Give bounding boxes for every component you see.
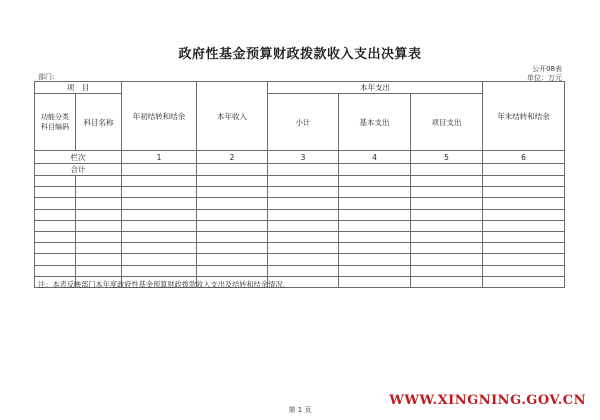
table-row xyxy=(35,209,565,220)
table-row xyxy=(35,254,565,265)
unit-label: 单位：万元 xyxy=(527,74,562,82)
func-code-header xyxy=(35,94,76,151)
footnote: 注：本表反映部门本年度政府性基金预算财政拨款收入支出及结转和结余情况。 xyxy=(38,280,290,289)
form-number: 公开08表 xyxy=(532,65,562,73)
project-expense-header: 项目支出 xyxy=(411,94,483,151)
header-row-top xyxy=(35,82,565,94)
page-number: 第 1 页 xyxy=(288,406,312,414)
func-code-line1: 功能分类 xyxy=(41,113,69,121)
subtotal-header: 小计 xyxy=(268,94,339,151)
annual-expense-header: 本年支出 xyxy=(268,82,483,94)
table-row xyxy=(35,265,565,276)
table-row xyxy=(35,243,565,254)
col-number-1: 1 xyxy=(122,151,197,164)
col-number-4: 4 xyxy=(339,151,411,164)
annual-income-header: 本年收入 xyxy=(197,82,268,151)
table-row xyxy=(35,176,565,187)
col-number-5: 5 xyxy=(411,151,483,164)
fund-table xyxy=(34,81,565,288)
total-row xyxy=(35,164,565,176)
department-label: 部门: xyxy=(38,73,55,81)
table-row xyxy=(35,231,565,242)
column-index-row xyxy=(35,151,565,164)
item-header: 项 目 xyxy=(35,82,122,94)
subject-name-header: 科目名称 xyxy=(76,94,122,151)
page-title: 政府性基金预算财政拨款收入支出决算表 xyxy=(178,47,422,62)
col-number-6: 6 xyxy=(483,151,565,164)
table-row xyxy=(35,187,565,198)
col-number-3: 3 xyxy=(268,151,339,164)
basic-expense-header: 基本支出 xyxy=(339,94,411,151)
site-watermark: WWW.XINGNING.GOV.CN xyxy=(389,393,586,408)
total-label: 合计 xyxy=(35,164,122,176)
row-index-label: 栏次 xyxy=(35,151,122,164)
table-row xyxy=(35,198,565,209)
begin-balance-header: 年初结转和结余 xyxy=(122,82,197,151)
table-row xyxy=(35,220,565,231)
col-number-2: 2 xyxy=(197,151,268,164)
end-balance-header: 年末结转和结余 xyxy=(483,82,565,151)
func-code-line2: 科目编码 xyxy=(41,123,69,131)
